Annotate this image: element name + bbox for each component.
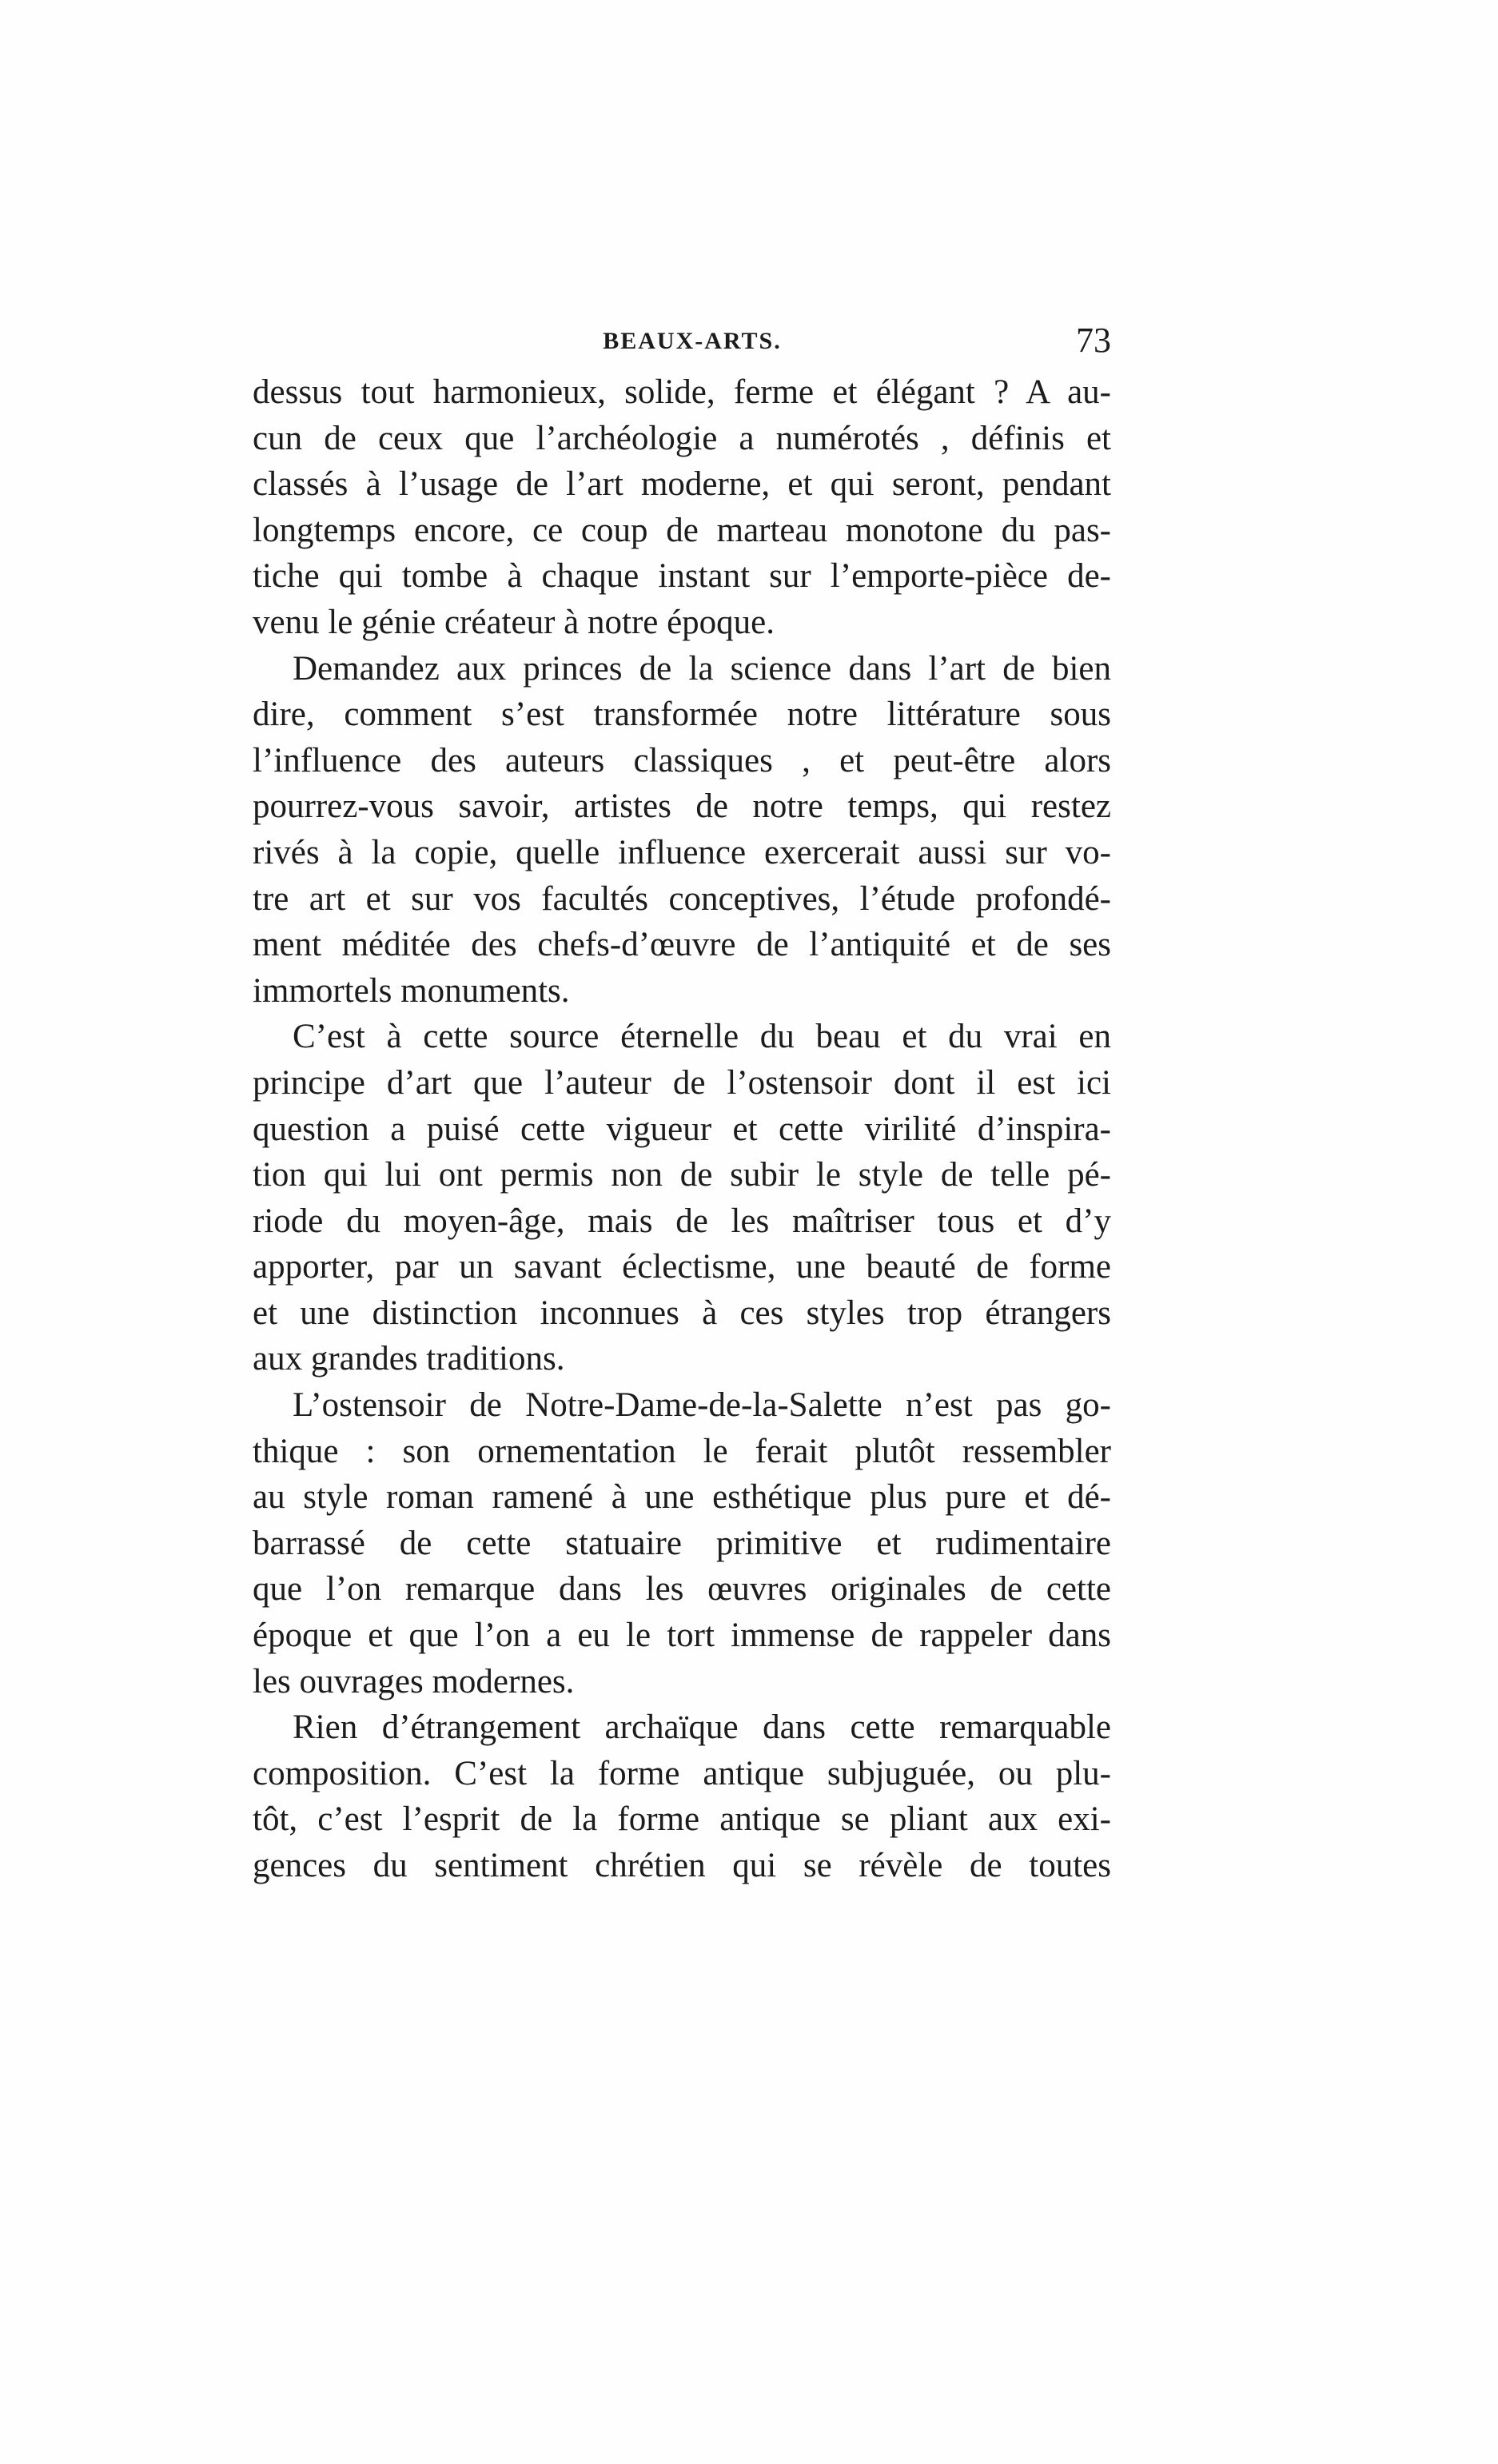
paragraph bbox=[253, 369, 1111, 646]
text-line: pourrez-vous savoir, artistes de notre temps, qui restez bbox=[253, 787, 1111, 826]
text-line: gences du sentiment chrétien qui se révèle de toutes bbox=[253, 1847, 1111, 1884]
text-line: composition. C’est la forme antique subjuguée, ou plu- bbox=[253, 1754, 1111, 1792]
body-text bbox=[253, 369, 1111, 1889]
paragraph bbox=[253, 1704, 1111, 1888]
text-line: tôt, c’est l’esprit de la forme antique se pliant aux exi- bbox=[253, 1800, 1111, 1839]
page-number: 73 bbox=[1076, 321, 1111, 360]
text-line: riode du moyen-âge, mais de les maîtriser tous et d’y bbox=[253, 1202, 1111, 1240]
text-line: tion qui lui ont permis non de subir le style de telle pé- bbox=[253, 1156, 1111, 1194]
text-line: immortels monuments. bbox=[253, 971, 570, 1010]
text-line: rivés à la copie, quelle influence exercerait aussi sur vo- bbox=[253, 833, 1111, 871]
text-line: ment méditée des chefs-d’œuvre de l’antiquité et de ses bbox=[253, 926, 1111, 964]
text-line: Rien d’étrangement archaïque dans cette remarquable bbox=[293, 1708, 1111, 1747]
text-line: longtemps encore, ce coup de marteau monotone du pas- bbox=[253, 511, 1111, 549]
text-line: venu le génie créateur à notre époque. bbox=[253, 603, 775, 641]
running-head: BEAUX-ARTS. bbox=[603, 328, 782, 354]
text-line: au style roman ramené à une esthétique plus pure et dé- bbox=[253, 1478, 1111, 1517]
text-line: dire, comment s’est transformée notre littérature sous bbox=[253, 696, 1111, 734]
text-line: tiche qui tombe à chaque instant sur l’emporte-pièce de- bbox=[253, 557, 1111, 596]
text-line: et une distinction inconnues à ces styles trop étrangers bbox=[253, 1294, 1111, 1332]
text-line: barrassé de cette statuaire primitive et rudimentaire bbox=[253, 1524, 1111, 1562]
text-line: question a puisé cette vigueur et cette virilité d’inspira- bbox=[253, 1110, 1111, 1148]
text-line: époque et que l’on a eu le tort immense de rappeler dans bbox=[253, 1617, 1111, 1655]
text-line: Demandez aux princes de la science dans l’art de bien bbox=[293, 649, 1111, 688]
page-header bbox=[253, 320, 1132, 368]
text-line: thique : son ornementation le ferait plutôt ressembler bbox=[253, 1432, 1111, 1470]
paragraph bbox=[253, 1014, 1111, 1382]
text-line: classés à l’usage de l’art moderne, et qui seront, pendant bbox=[253, 465, 1111, 504]
text-line: les ouvrages modernes. bbox=[253, 1662, 575, 1700]
text-line: aux grandes traditions. bbox=[253, 1340, 565, 1378]
text-line: apporter, par un savant éclectisme, une beauté de forme bbox=[253, 1248, 1111, 1286]
text-line: tre art et sur vos facultés conceptives, l’étude profondé- bbox=[253, 879, 1111, 918]
paragraph bbox=[253, 1382, 1111, 1704]
text-line: que l’on remarque dans les œuvres originales de cette bbox=[253, 1570, 1111, 1609]
text-line: l’influence des auteurs classiques , et peut-être alors bbox=[253, 741, 1111, 779]
text-line: principe d’art que l’auteur de l’ostensoir dont il est ici bbox=[253, 1063, 1111, 1102]
paragraph bbox=[253, 646, 1111, 1015]
text-line: cun de ceux que l’archéologie a numérotés , définis et bbox=[253, 419, 1111, 457]
text-line: L’ostensoir de Notre-Dame-de-la-Salette n’est pas go- bbox=[293, 1386, 1111, 1425]
text-line: dessus tout harmonieux, solide, ferme et élégant ? A au- bbox=[253, 373, 1111, 411]
text-line: C’est à cette source éternelle du beau et du vrai en bbox=[293, 1018, 1111, 1056]
